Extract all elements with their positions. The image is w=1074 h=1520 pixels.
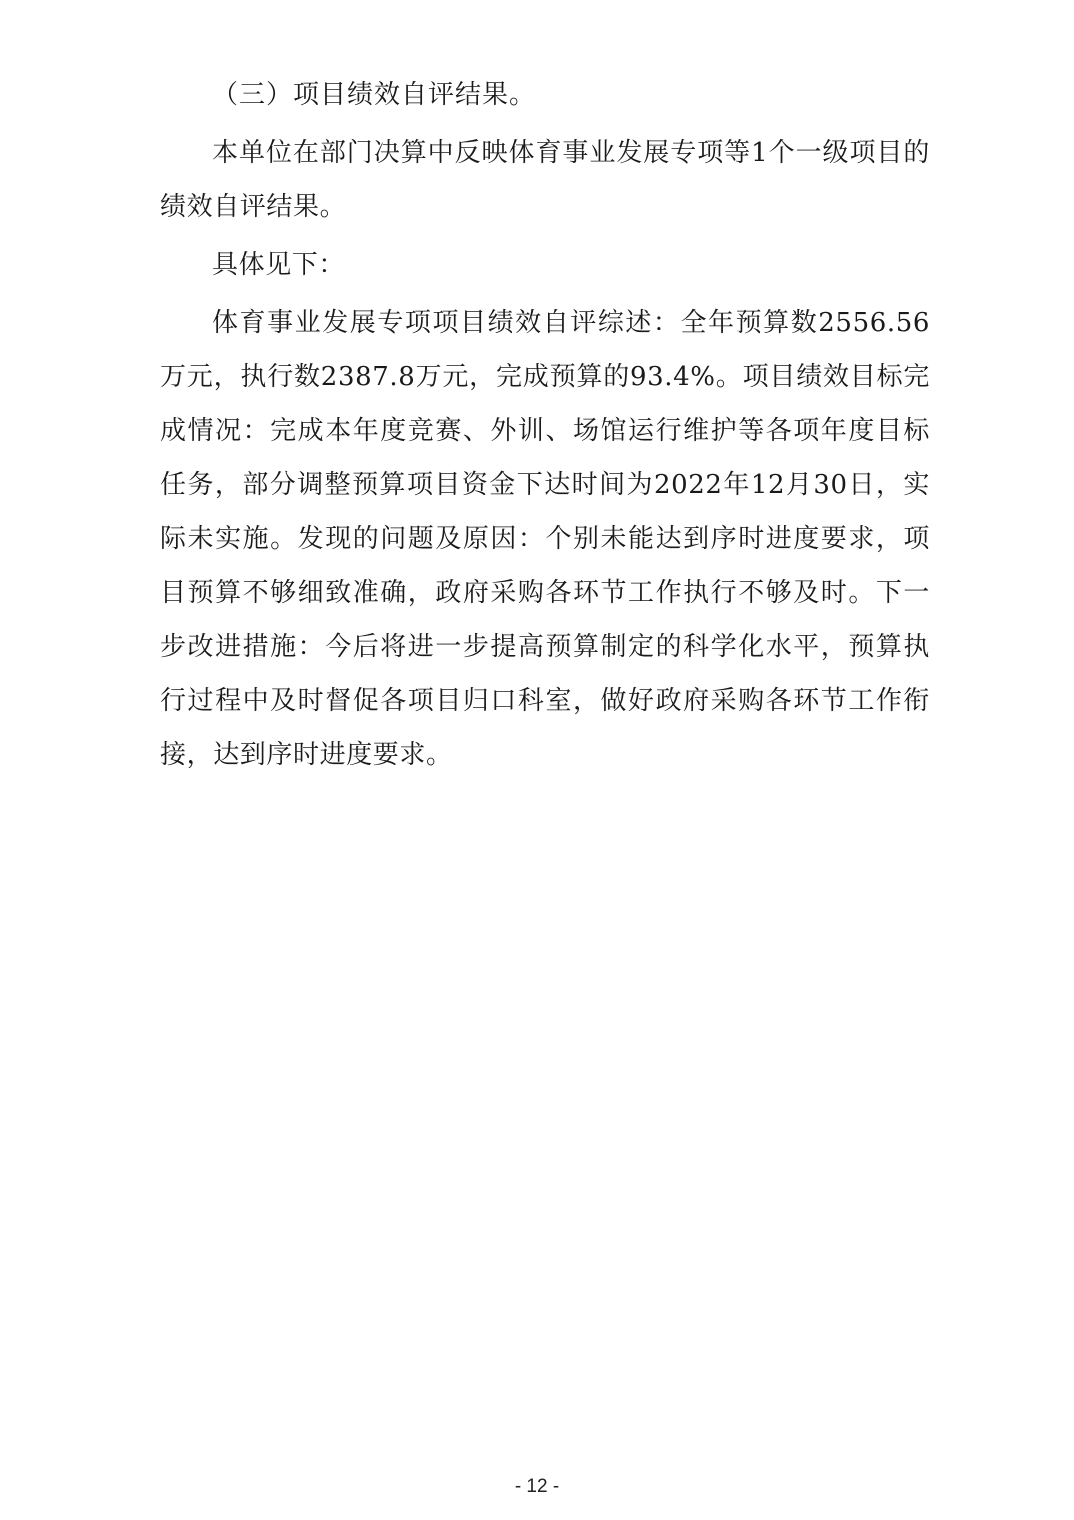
- paragraph-intro: 本单位在部门决算中反映体育事业发展专项等1个一级项目的绩效自评结果。: [160, 138, 930, 222]
- paragraph-summary: 体育事业发展专项项目绩效自评综述：全年预算数2556.56万元，执行数2387.8万元，完成预算的93.4%。项目绩效目标完成情况：完成本年度竞赛、外训、场馆运行维护等各项年度目标任务，部分调整预算项目资金下达时间为2022年12月30日，实际未实施。发现的问题及原因：个别未能达到序时进度要求，项目预算不够细致准确，政府采购各环节工作执行不够及时。下一步改进措施：今后将进一步提高预算制定的科学化水平，预算执行过程中及时督促各项目归口科室，做好政府采购各环节工作衔接，达到序时进度要求。: [160, 308, 930, 770]
- page-number: - 12 -: [514, 1476, 560, 1497]
- paragraph-details-lead: 具体见下：: [212, 250, 346, 280]
- document-body: [160, 68, 930, 782]
- section-heading: （三）项目绩效自评结果。: [212, 80, 537, 110]
